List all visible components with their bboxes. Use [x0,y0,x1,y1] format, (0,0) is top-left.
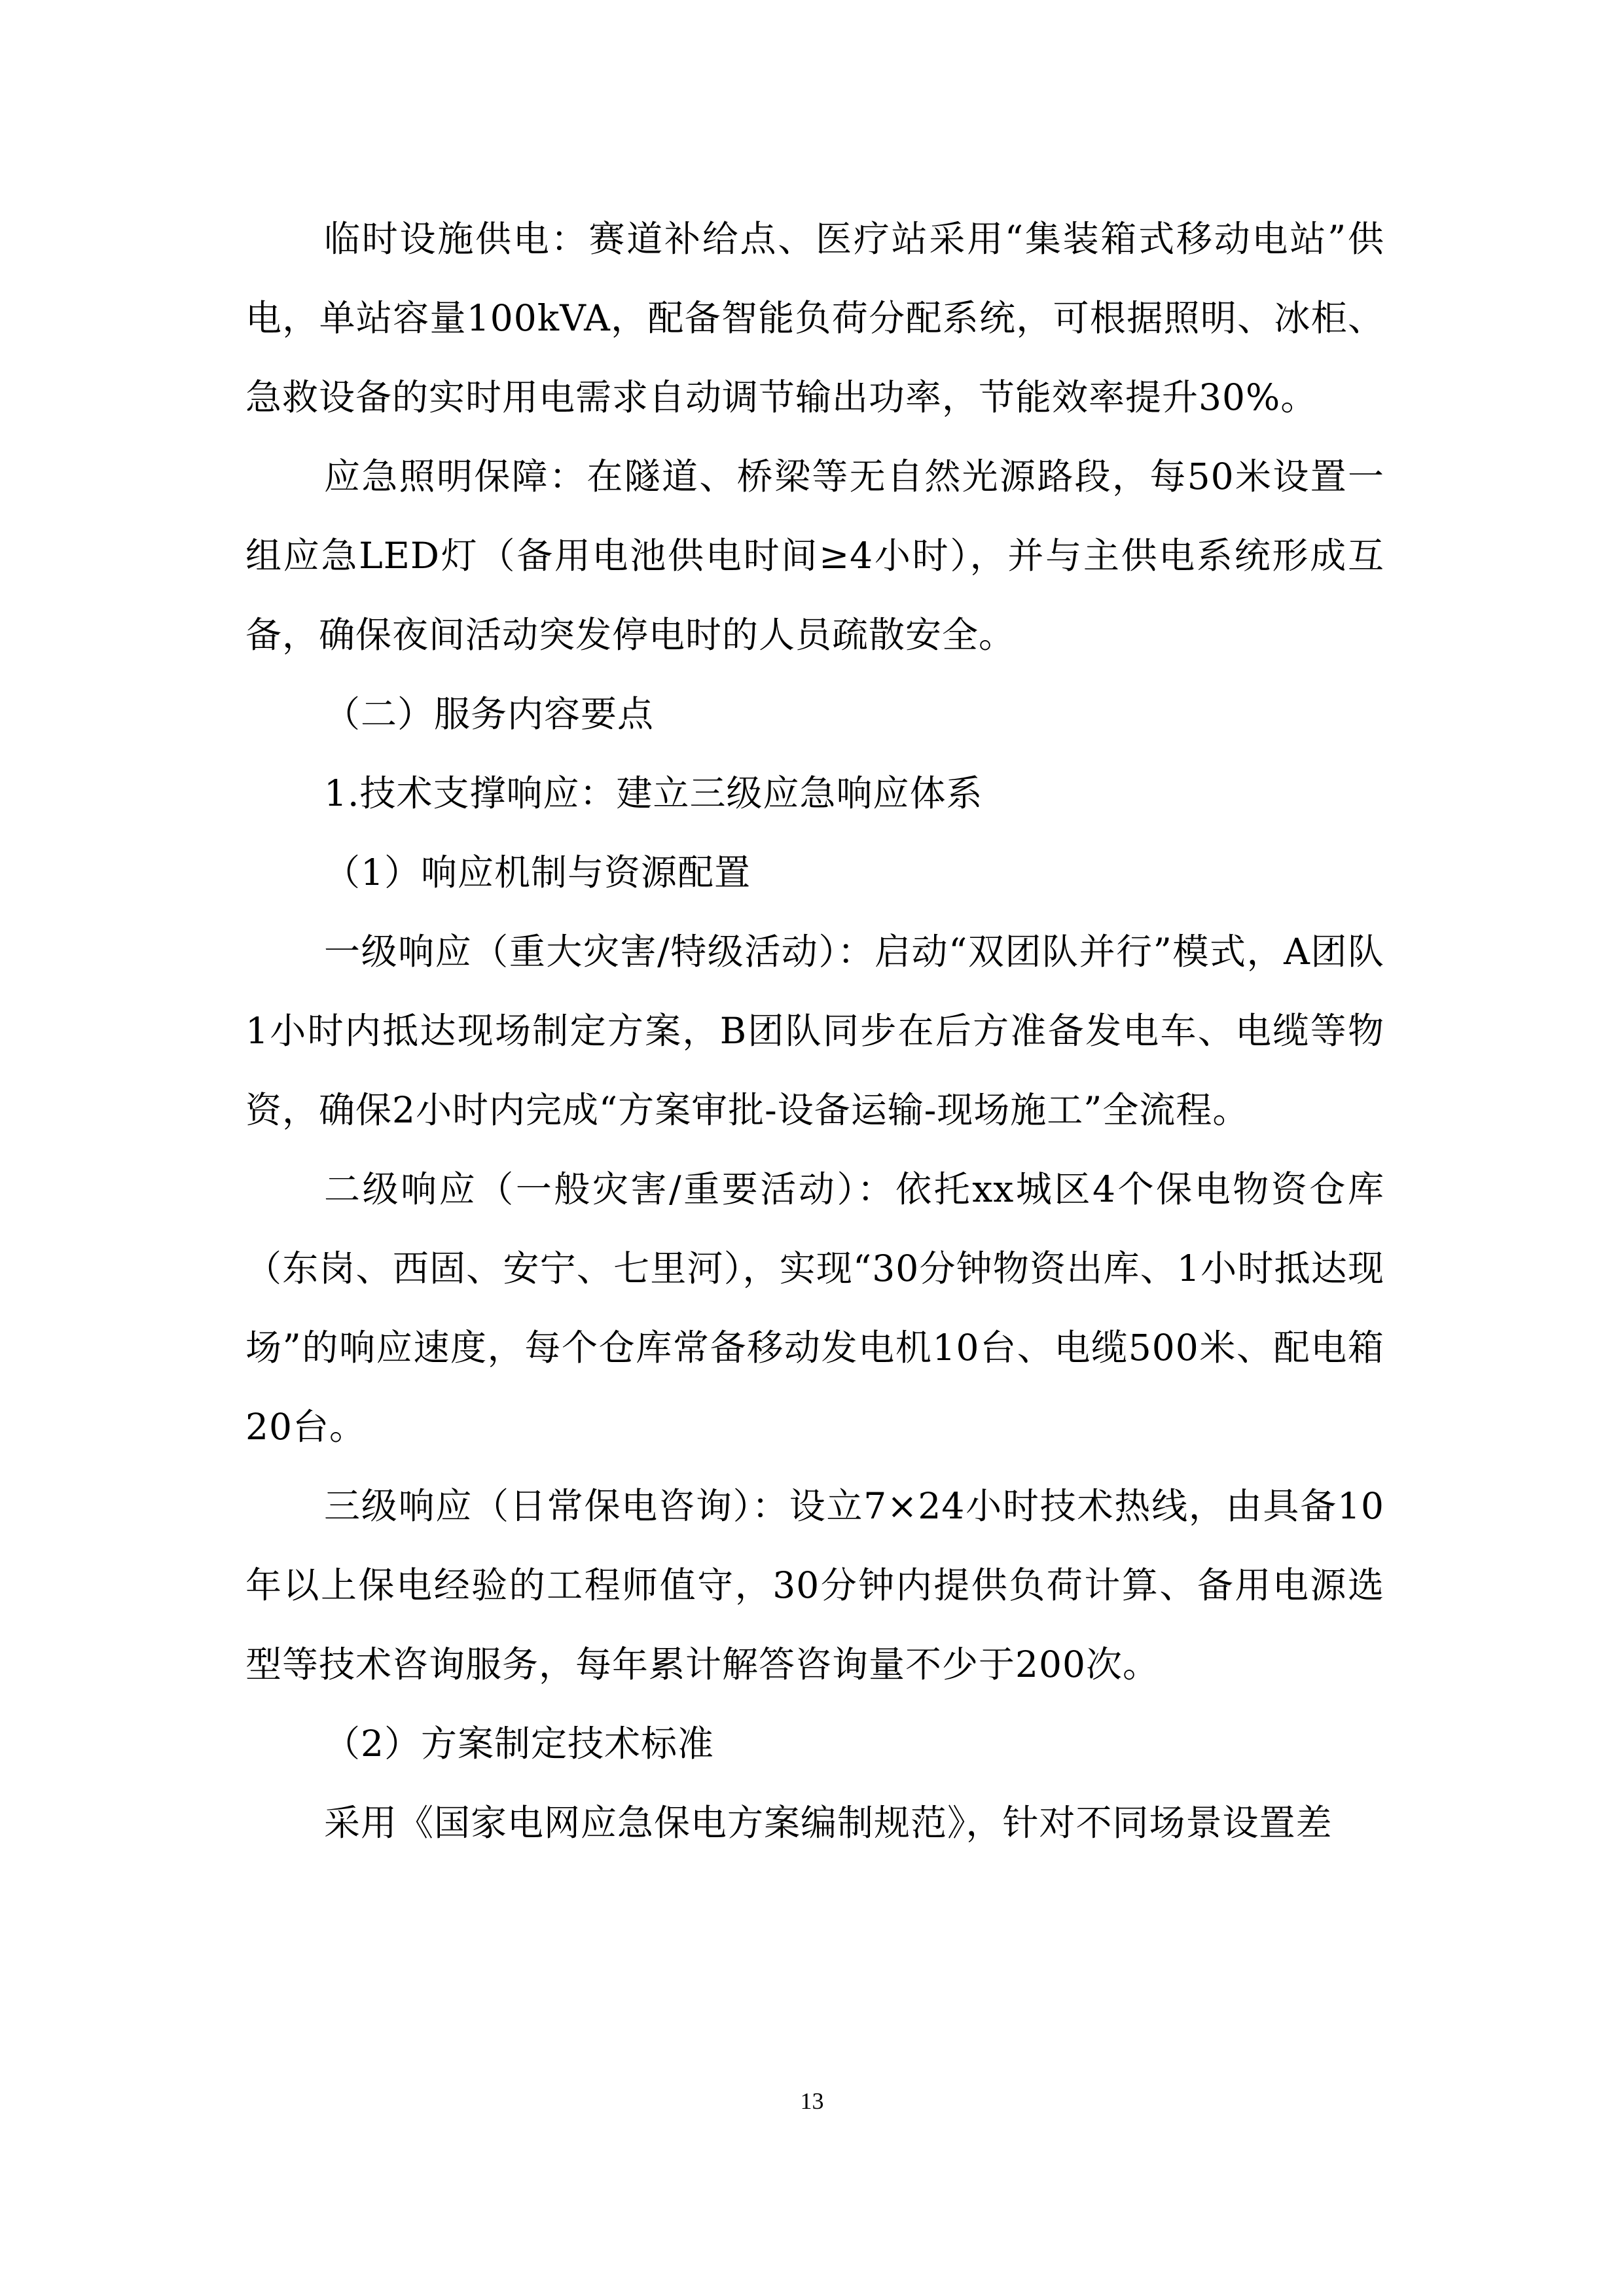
paragraph-level-three-response: 三级响应（日常保电咨询）：设立7×24小时技术热线，由具备10年以上保电经验的工程师值守，30分钟内提供负荷计算、备用电源选型等技术咨询服务，每年累计解答咨询量不少于200次。 [245,1485,1384,1685]
subheading-response-mechanism: （1）响应机制与资源配置 [324,852,751,893]
section-heading-service-points: （二）服务内容要点 [324,693,655,735]
subheading-technical-support: 1.技术支撑响应：建立三级应急响应体系 [324,772,983,814]
subheading-plan-standards: （2）方案制定技术标准 [324,1723,714,1765]
document-body [245,200,1384,1863]
paragraph-level-two-response: 二级响应（一般灾害/重要活动）：依托xx城区4个保电物资仓库（东岗、西固、安宁、七里河），实现“30分钟物资出库、1小时抵达现场”的响应速度，每个仓库常备移动发电机10台、电缆500米、配电箱20台。 [245,1168,1384,1448]
paragraph-plan-standards: 采用《国家电网应急保电方案编制规范》，针对不同场景设置差 [324,1802,1333,1844]
paragraph-temporary-power: 临时设施供电：赛道补给点、医疗站采用“集装箱式移动电站”供电，单站容量100kVA，配备智能负荷分配系统，可根据照明、冰柜、急救设备的实时用电需求自动调节输出功率，节能效率提升30%。 [245,218,1384,418]
paragraph-level-one-response: 一级响应（重大灾害/特级活动）：启动“双团队并行”模式，A团队1小时内抵达现场制定方案，B团队同步在后方准备发电车、电缆等物资，确保2小时内完成“方案审批-设备运输-现场施工”全流程。 [245,931,1384,1131]
page-number: 13 [800,2088,824,2114]
paragraph-emergency-lighting: 应急照明保障：在隧道、桥梁等无自然光源路段，每50米设置一组应急LED灯（备用电池供电时间≥4小时），并与主供电系统形成互备，确保夜间活动突发停电时的人员疏散安全。 [245,456,1384,656]
